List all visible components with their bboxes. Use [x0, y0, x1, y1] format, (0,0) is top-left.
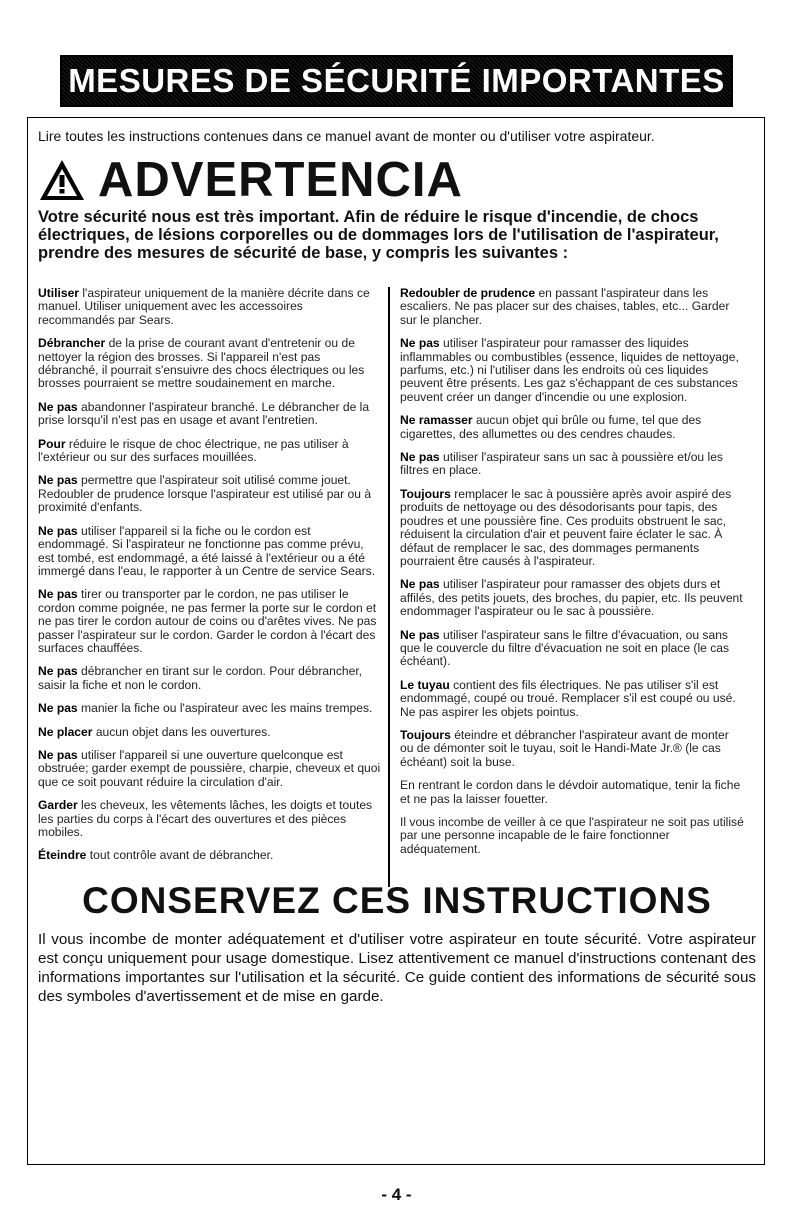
safety-item-lead: Ne ramasser [400, 413, 473, 428]
safety-item-text: les cheveux, les vêtements lâches, les doigts et toutes les parties du corps à l'écart des ouvertures et des pièces mobiles. [38, 798, 373, 839]
banner-background [62, 57, 731, 105]
safety-item-text: aucun objet qui brûle ou fume, tel que des cigarettes, des allumettes ou des cendres chaudes. [400, 413, 702, 441]
safety-item-text: l'aspirateur uniquement de la manière décrite dans ce manuel. Utiliser uniquement avec les accessoires recommandés par Sears. [38, 286, 370, 327]
safety-item [38, 726, 381, 739]
safety-item-text: tout contrôle avant de débrancher. [86, 848, 274, 863]
safety-item-text: éteindre et débrancher l'aspirateur avant de monter ou de démonter soit le tuyau, soit le Handi-Mate Jr.® (le cas échéant) soit la buse. [400, 727, 729, 769]
column-divider [388, 287, 390, 887]
outro-text: Il vous incombe de monter adéquatement et d'utiliser votre aspirateur en toute sécurité. Votre aspirateur est conçu uniquement pour usage domestique. Lisez attentivement ce manuel d'instructions contenant des informations importantes sur l'utilisation et la sécurité. Ce guide contient des informations de sécurité sous des symboles d'avertissement et de mise en garde. [38, 931, 756, 1005]
safety-item-text: de la prise de courant avant d'entretenir ou de nettoyer la région des brosses. Si l'appareil n'est pas débranché, il pourrait s'ensuivre des chocs électriques ou les brosses pourraient se mettre soudainement en marche. [38, 336, 365, 391]
safety-item-text: utiliser l'aspirateur sans le filtre d'évacuation, ou sans que le couvercle du filtre d'évacuation ne soit en place (le cas échéant). [400, 627, 730, 669]
safety-item-text: utiliser l'aspirateur pour ramasser des liquides inflammables ou combustibles (essence, liquides de nettoyage, parfums, etc.) ni l'utiliser dans les endroits où ces liquides peuvent être présents. Les gaz s'échappant de ces substances peuvent créer un danger d'incendie ou une explosion. [400, 336, 739, 404]
safety-item [38, 799, 381, 839]
warning-heading [38, 155, 463, 205]
safety-item-lead: Ne pas [38, 523, 78, 538]
safety-item-lead: Garder [38, 798, 78, 813]
safety-item-text: réduire le risque de choc électrique, ne pas utiliser à l'extérieur ou sur des surfaces mouillées. [38, 436, 349, 465]
safety-item-text: permettre que l'aspirateur soit utilisé comme jouet. Redoubler de prudence lorsque l'aspirateur est utilisé par ou à proximité d'enfants. [38, 473, 372, 515]
safety-item-lead: Ne pas [400, 577, 440, 592]
safety-item [38, 401, 381, 428]
safety-item [400, 337, 745, 404]
safety-item [400, 287, 745, 327]
safety-item [38, 525, 381, 579]
safety-item-lead: Utiliser [38, 286, 79, 300]
safety-item-lead: Débrancher [38, 336, 106, 351]
safety-item-lead: Ne pas [38, 473, 78, 488]
safety-item-text: contient des fils électriques. Ne pas utiliser s'il est endommagé, coupé ou troué. Remplacer s'il est coupé ou usé. Ne pas aspirer les objets pointus. [400, 677, 736, 719]
title-banner [60, 55, 733, 107]
safety-item [400, 779, 745, 806]
safety-item [38, 438, 381, 465]
safety-item-text: manier la fiche ou l'aspirateur avec les mains trempes. [77, 701, 373, 716]
safety-item-lead: Toujours [400, 727, 451, 742]
safety-item [400, 629, 745, 669]
safety-item-lead: Ne pas [400, 450, 440, 465]
safety-item-text: En rentrant le cordon dans le dévdoir automatique, tenir la fiche et ne pas la laisser fouetter. [400, 778, 741, 806]
safety-item-text: utiliser l'aspirateur sans un sac à poussière et/ou les filtres en place. [400, 450, 723, 478]
safety-item-lead: Ne pas [38, 747, 78, 762]
safety-item-text: abandonner l'aspirateur branché. Le débrancher de la prise lorsqu'il n'est pas en usage et avant l'entretien. [38, 399, 370, 428]
safety-item [400, 451, 745, 478]
left-column [38, 287, 381, 873]
safety-item [38, 287, 381, 327]
safety-item [38, 337, 381, 391]
safety-item-lead: Ne pas [38, 701, 78, 716]
conserve-heading: CONSERVEZ CES INSTRUCTIONS [82, 880, 712, 921]
safety-item [38, 474, 381, 514]
warning-text: Votre sécurité nous est très important. Afin de réduire le risque d'incendie, de chocs électriques, de lésions corporelles ou de dommages lors de l'utilisation de l'aspirateur, prendre des mesures de sécurité de base, y compris les suivantes : [38, 208, 719, 262]
safety-item [400, 679, 745, 719]
right-column [400, 287, 745, 866]
safety-item [38, 588, 381, 655]
safety-item-lead: Ne pas [38, 664, 78, 679]
safety-item [400, 488, 745, 568]
safety-item-text: débrancher en tirant sur le cordon. Pour débrancher, saisir la fiche et non le cordon. [38, 664, 363, 692]
safety-item-text: tirer ou transporter par le cordon, ne pas utiliser le cordon comme poignée, ne pas fermer la porte sur le cordon et ne pas tirer le cordon autour de coins ou d'arêtes vives. Ne pas passer l'aspirateur sur le cordon. Garder le cordon à l'écart des surfaces chauffées. [38, 587, 377, 655]
warning-triangle-icon [38, 158, 86, 202]
safety-item-lead: Ne pas [38, 399, 78, 414]
page-number: - 4 - [381, 1185, 412, 1204]
safety-item-text: utiliser l'aspirateur pour ramasser des objets durs et affilés, des petits jouets, des broches, du papier, etc. Ils peuvent endommager l'aspirateur ou le sac à poussière. [400, 577, 743, 619]
safety-item-lead: Le tuyau [400, 677, 450, 692]
safety-item [38, 749, 381, 789]
safety-item-lead: Ne pas [38, 587, 78, 602]
safety-item-lead: Toujours [400, 486, 451, 501]
safety-item [38, 665, 381, 692]
intro-text: Lire toutes les instructions contenues dans ce manuel avant de monter ou d'utiliser votre aspirateur. [38, 128, 655, 144]
safety-item-lead: Redoubler de prudence [400, 286, 536, 300]
safety-item-text: en passant l'aspirateur dans les escaliers. Ne pas placer sur des chaises, tables, etc... Garder sur le plancher. [400, 286, 730, 327]
safety-item-text: utiliser l'appareil si la fiche ou le cordon est endommagé. Si l'aspirateur ne fonctionne pas comme prévu, est tombé, est endommagé, a été laissé à l'extérieur ou a été immergé dans l'eau, le rapporter à un Centre de service Sears. [38, 523, 376, 578]
page-title: MESURES DE SÉCURITÉ IMPORTANTES [68, 62, 725, 99]
safety-item-lead: Ne pas [400, 627, 440, 642]
safety-item [400, 729, 745, 769]
safety-item-text: remplacer le sac à poussière après avoir aspiré des produits de nettoyage ou des désodorisants pour tapis, des poudres et une poussière fine. Ces produits obstruent le sac, réduisent la circulation d'air et peuvent faire éclater le sac. À défaut de remplacer le sac, des dommages permanents pourraient être causés à l'aspirateur. [400, 486, 732, 568]
safety-item-lead: Éteindre [38, 848, 87, 863]
warning-title: ADVERTENCIA [98, 153, 463, 207]
safety-item [400, 816, 745, 856]
safety-item [400, 578, 745, 618]
safety-item-text: aucun objet dans les ouvertures. [92, 724, 271, 739]
safety-item-text: Il vous incombe de veiller à ce que l'aspirateur ne soit pas utilisé par une personne incapable de le faire fonctionner adéquatement. [400, 815, 744, 856]
safety-item-lead: Ne placer [38, 724, 93, 739]
safety-item-lead: Pour [38, 436, 66, 451]
safety-item [38, 702, 381, 715]
safety-item [38, 849, 381, 862]
safety-item [400, 414, 745, 441]
safety-item-text: utiliser l'appareil si une ouverture quelconque est obstruée; garder exempt de poussière, charpie, cheveux et quoi que ce soit pouvant réduire la circulation d'air. [38, 747, 381, 789]
safety-item-lead: Ne pas [400, 336, 440, 351]
